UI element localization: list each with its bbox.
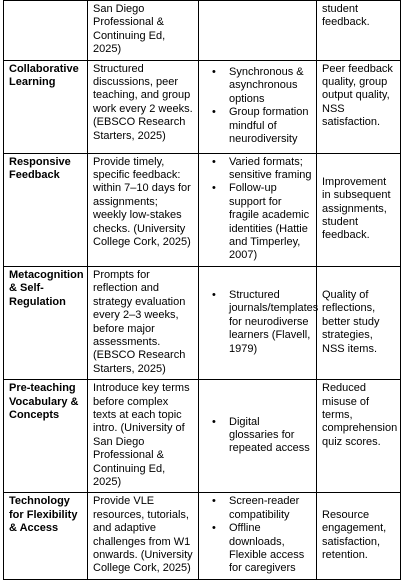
support-list — [204, 156, 312, 263]
support-cell — [199, 153, 317, 266]
list-item: • Structured journals/templates for neurodiverse learners (Flavell, 1979) — [204, 289, 312, 356]
strategy-cell: Introduce key terms before complex texts at each topic intro. (University of San Diego Professional & Continuing Ed, 2025) — [88, 380, 199, 493]
support-cell — [199, 1, 317, 61]
measure-cell: Improvement in subsequent assignments, student feedback. — [317, 153, 401, 266]
support-list — [204, 416, 312, 456]
table-row — [4, 493, 401, 579]
support-list — [204, 495, 312, 575]
row-label: Technology for Flexibility & Access — [4, 493, 88, 579]
measure-cell: student feedback. — [317, 1, 401, 61]
row-label: Responsive Feedback — [4, 153, 88, 266]
measure-cell: Resource engagement, satisfaction, retention. — [317, 493, 401, 579]
strategy-cell: San Diego Professional & Continuing Ed, 2025) — [88, 1, 199, 61]
list-item: • Varied formats; sensitive framing — [204, 156, 312, 183]
measure-cell: Reduced misuse of terms, comprehension quiz scores. — [317, 380, 401, 493]
row-label — [4, 1, 88, 61]
row-label: Pre-teaching Vocabulary & Concepts — [4, 380, 88, 493]
table-row — [4, 1, 401, 61]
support-cell — [199, 380, 317, 493]
table-row — [4, 266, 401, 379]
list-item: • Follow-up support for fragile academic identities (Hattie and Timperley, 2007) — [204, 182, 312, 262]
list-item: • Digital glossaries for repeated access — [204, 416, 312, 456]
table-row — [4, 380, 401, 493]
measure-cell: Peer feedback quality, group output quality, NSS satisfaction. — [317, 60, 401, 153]
strategy-cell: Provide VLE resources, tutorials, and adaptive challenges from W1 onwards. (University College Cork, 2025) — [88, 493, 199, 579]
strategy-cell: Structured discussions, peer teaching, and group work every 2 weeks. (EBSCO Research Starters, 2025) — [88, 60, 199, 153]
table-row — [4, 60, 401, 153]
support-list — [204, 66, 312, 146]
strategy-cell: Provide timely, specific feedback: within 7–10 days for assignments; weekly low-stakes checks. (University College Cork, 2025) — [88, 153, 199, 266]
list-item: • Synchronous & asynchronous options — [204, 66, 312, 106]
support-cell — [199, 493, 317, 579]
list-item: • Screen-reader compatibility — [204, 495, 312, 522]
row-label: Collaborative Learning — [4, 60, 88, 153]
support-cell — [199, 60, 317, 153]
support-cell — [199, 266, 317, 379]
row-label: Metacognition & Self-Regulation — [4, 266, 88, 379]
measure-cell: Quality of reflections, better study strategies, NSS items. — [317, 266, 401, 379]
list-item: • Offline downloads, Flexible access for caregivers — [204, 522, 312, 576]
table-row — [4, 153, 401, 266]
support-list — [204, 288, 319, 356]
strategy-cell: Prompts for reflection and strategy evaluation every 2–3 weeks, before major assessments. (EBSCO Research Starters, 2025) — [88, 266, 199, 379]
list-item: • Group formation mindful of neurodiversity — [204, 106, 312, 146]
strategy-table — [3, 0, 401, 580]
